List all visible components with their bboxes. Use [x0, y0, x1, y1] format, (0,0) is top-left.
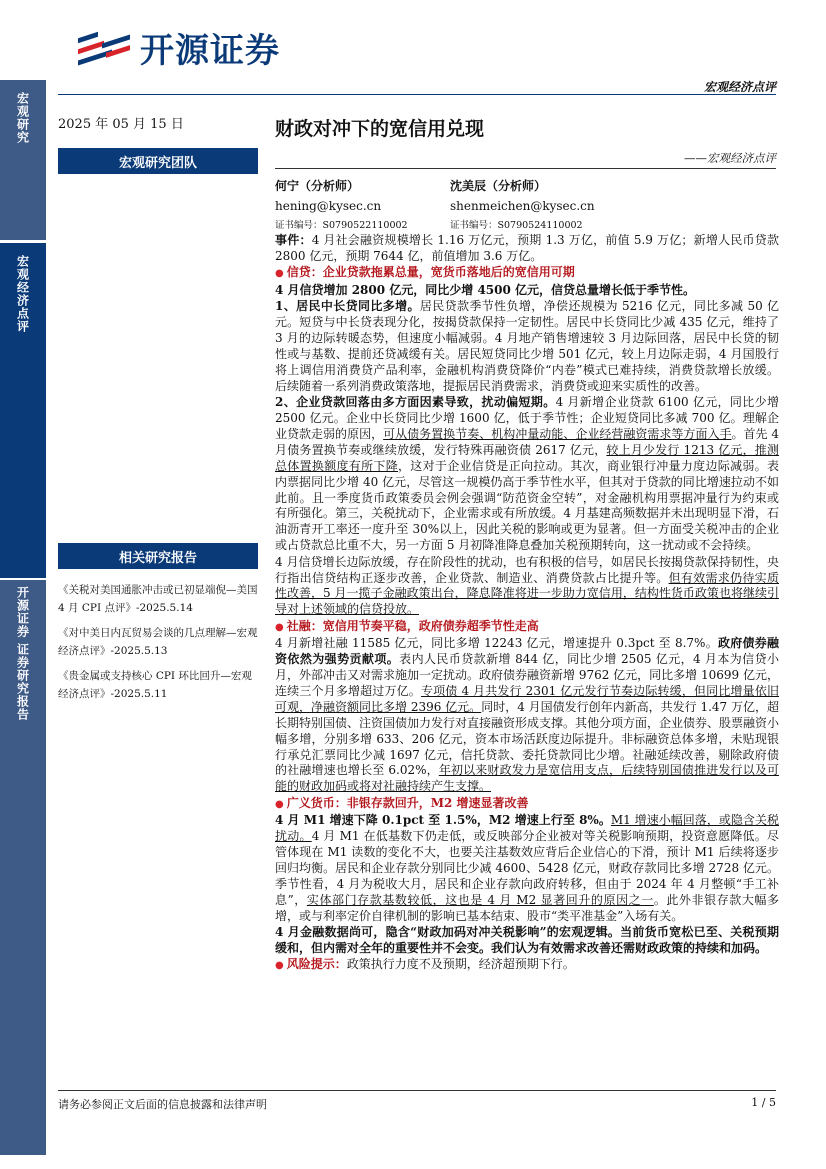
- analyst-email[interactable]: hening@kysec.cn: [275, 199, 382, 213]
- paragraph: 2、企业贷款回落由多方面因素导致，扰动偏短期。4 月新增企业贷款 6100 亿元，同比少增 2500 亿元。企业中长贷同比少增 1600 亿，低于季节性；企业短贷同比多减 700 亿。理解企业贷款走弱的原因，可从债务置换节奏、机构冲量动能、企业经营融资需求等方面入手。首先 4 月债务置换节奏或继续放缓，发行特殊再融资债 2617 亿元，较上月少发行 1213 亿元，推测总体置换额度有所下降，这对于企业信贷是正向拉动。其次，商业银行冲量力度边际减弱。表内票据同比少增 40 亿元，尽管这一规模仍高于季节性水平，但其对于贷款的同比增速拉动不如此前。且一季度货币政策委员会例会强调“防范资金空转”，对金融机构用票据冲量行为约束或有所强化。第三，关税扰动下，企业需求或有所放缓。4 月基建高频数据并未出现明显下滑，石油沥青开工率还一度升至 30%以上，因此关税的影响或更为显著。但一方面受关税冲击的企业或占贷款总比重不大，另一方面 5 月初降准降息叠加关税预期转向，这一扰动或不会持续。: [275, 395, 780, 553]
- page-number: 1 / 5: [751, 1096, 776, 1109]
- bullet-dot-icon: ●: [275, 960, 284, 972]
- analyst-cert: 证书编号：S0790522110002: [275, 220, 408, 231]
- summary-paragraph: 4 月信贷增加 2800 亿元，同比少增 4500 亿元，信贷总量增长低于季节性。: [275, 282, 696, 297]
- side-tab-macro-comment: 宏观经济点评: [0, 243, 46, 578]
- footer-divider: [58, 1090, 776, 1091]
- side-tab-securities-report: 开源证券 证券研究报告: [0, 580, 46, 1155]
- report-body: [275, 233, 779, 975]
- related-reports-list: [58, 582, 258, 711]
- analyst-cert: 证书编号：S0790524110002: [450, 220, 583, 231]
- footer-disclaimer: 请务必参阅正文后面的信息披露和法律声明: [58, 1098, 267, 1111]
- related-report-link[interactable]: 《对中美日内瓦贸易会谈的几点理解—宏观经济点评》-2025.5.13: [58, 627, 258, 657]
- report-date: 2025 年 05 月 15 日: [58, 117, 184, 132]
- company-logo: [76, 24, 280, 70]
- paragraph: 4 月信贷增长边际放缓，存在阶段性的扰动，也有积极的信号，如居民长按揭贷款保持韧性，央行指出信贷结构正逐步改善，企业贷款、制造业、消费贷款占比提升等。但有效需求仍待实质性改善，5 月一揽子金融政策出台，降息降准将进一步助力宽信用，结构性货币政策也将继续引导对上述领域的信贷投放。: [275, 554, 779, 617]
- analyst-block: [450, 176, 595, 236]
- paragraph: 1、居民中长贷同比多增。居民贷款季节性负增，净偿还规模为 5216 亿元，同比多减 50 亿元。短贷与中长贷表现分化，按揭贷款保持一定韧性。居民中长贷同比少减 435 亿元，维持了 3 月的边际转暖态势，但速度小幅减弱。4 月地产销售增速较 3 月边际回落，居民中长贷的韧性或与基数、提前还贷减缓有关。居民短贷同比少增 501 亿元，较上月边际走弱，4 月国股行将上调信用消费贷产品利率，金融机构消费贷降价“内卷”模式已难持续，消费贷款增长放缓。后续随着一系列消费政策落地，提振居民消费需求，消费贷或迎来实质性的改善。: [275, 299, 779, 393]
- related-report-link[interactable]: 《贵金属或支持核心 CPI 环比回升—宏观经济点评》-2025.5.11: [58, 670, 252, 700]
- analyst-name: 何宁（分析师）: [275, 179, 360, 193]
- event-paragraph: 事件：4 月社会融资规模增长 1.16 万亿元，预期 1.3 万亿，前值 5.9 万亿；新增人民币贷款 2800 亿元，预期 7644 亿，前值增加 3.6 万亿。: [275, 233, 779, 263]
- analyst-email[interactable]: shenmeichen@kysec.cn: [450, 199, 595, 213]
- company-name: 开源证券: [140, 30, 280, 71]
- section-heading-money: ● 广义货币：非银存款回升，M2 增速显著改善: [275, 795, 529, 810]
- team-label: 宏观研究团队: [58, 148, 258, 174]
- side-tab-macro-research: 宏观研究: [0, 80, 46, 240]
- conclusion-paragraph: 4 月金融数据尚可，隐含“财政加码对冲关税影响”的宏观逻辑。当前货币宽松已至、关税预期缓和，但内需对全年的重要性并不会变。我们认为有效需求改善还需财政政策的持续和加码。: [275, 924, 779, 955]
- paragraph: 4 月新增社融 11585 亿元，同比多增 12243 亿元，增速提升 0.3pct 至 8.7%。政府债券融资依然为强势贡献项。表内人民币贷款新增 844 亿，同比少增 2505 亿元，4 月本为信贷小月，外部冲击又对需求施加一定扰动。政府债券融资新增 9762 亿元，同比多增 10699 亿元，连续三个月多增超过万亿。专项债 4 月共发行 2301 亿元发行节奏边际转缓，但同比增量依旧可观，净融资额同比多增 2396 亿元。同时，4 月国债发行创年内新高，共发行 1.47 万亿，超长期特别国债、注资国债加力发行对直接融资形成支撑。其他分项方面，企业债券、股票融资小幅多增，分别多增 633、206 亿元，资本市场活跃度边际提升。非标融资总体多增，未贴现银行承兑汇票同比少减 1697 亿元，信托贷款、委托贷款同比少增。社融延续改善，剔除政府债的社融增速也增长至 6.02%，年初以来财政发力是宽信用支点，后续特别国债推进发行以及可能的财政加码或将对社融持续产生支撑。: [275, 636, 780, 794]
- section-heading-tsf: ● 社融：宽信用节奏平稳，政府债券超季节性走高: [275, 618, 539, 633]
- analyst-name: 沈美辰（分析师）: [450, 179, 547, 193]
- report-title: 财政对冲下的宽信用兑现: [275, 118, 485, 140]
- related-reports-label: 相关研究报告: [58, 543, 258, 569]
- bullet-dot-icon: ●: [275, 798, 284, 810]
- logo-mark-icon: [76, 25, 134, 69]
- report-subtitle: ——宏观经济点评: [684, 151, 776, 165]
- risk-paragraph: ● 风险提示：政策执行力度不及预期，经济超预期下行。: [275, 957, 575, 972]
- related-report-link[interactable]: 《关税对美国通胀冲击或已初显端倪—美国 4 月 CPI 点评》-2025.5.14: [58, 584, 258, 614]
- analyst-block: [275, 176, 408, 236]
- paragraph: 4 月 M1 增速下降 0.1pct 至 1.5%，M2 增速上行至 8%。M1 增速小幅回落，或隐含关税扰动。4 月 M1 在低基数下仍走低，或反映部分企业被对等关税影响预期，投资意愿降低。尽管体现在 M1 读数的变化不大，也要关注基数效应背后企业信心的下滑，预计 M1 后续将逐步回归均衡。居民和企业存款分别同比少减 4600、5428 亿元，财政存款同比多增 2728 亿元。季节性看，4 月为税收大月，居民和企业存款向政府转移，但由于 2024 年 4 月整顿“手工补息”，实体部门存款基数较低，这也是 4 月 M2 显著回升的原因之一。此外非银存款大幅多增，或与利率定价自律机制的影响已基本结束、股市“类平准基金”入场有关。: [275, 813, 779, 923]
- section-heading-credit: ● 信贷：企业贷款拖累总量，宽货币落地后的宽信用可期: [275, 265, 575, 280]
- bullet-dot-icon: ●: [275, 621, 284, 633]
- doc-type-label: 宏观经济点评: [703, 80, 776, 94]
- bullet-dot-icon: ●: [275, 268, 284, 280]
- title-divider: [275, 168, 776, 169]
- header-divider: [58, 94, 776, 95]
